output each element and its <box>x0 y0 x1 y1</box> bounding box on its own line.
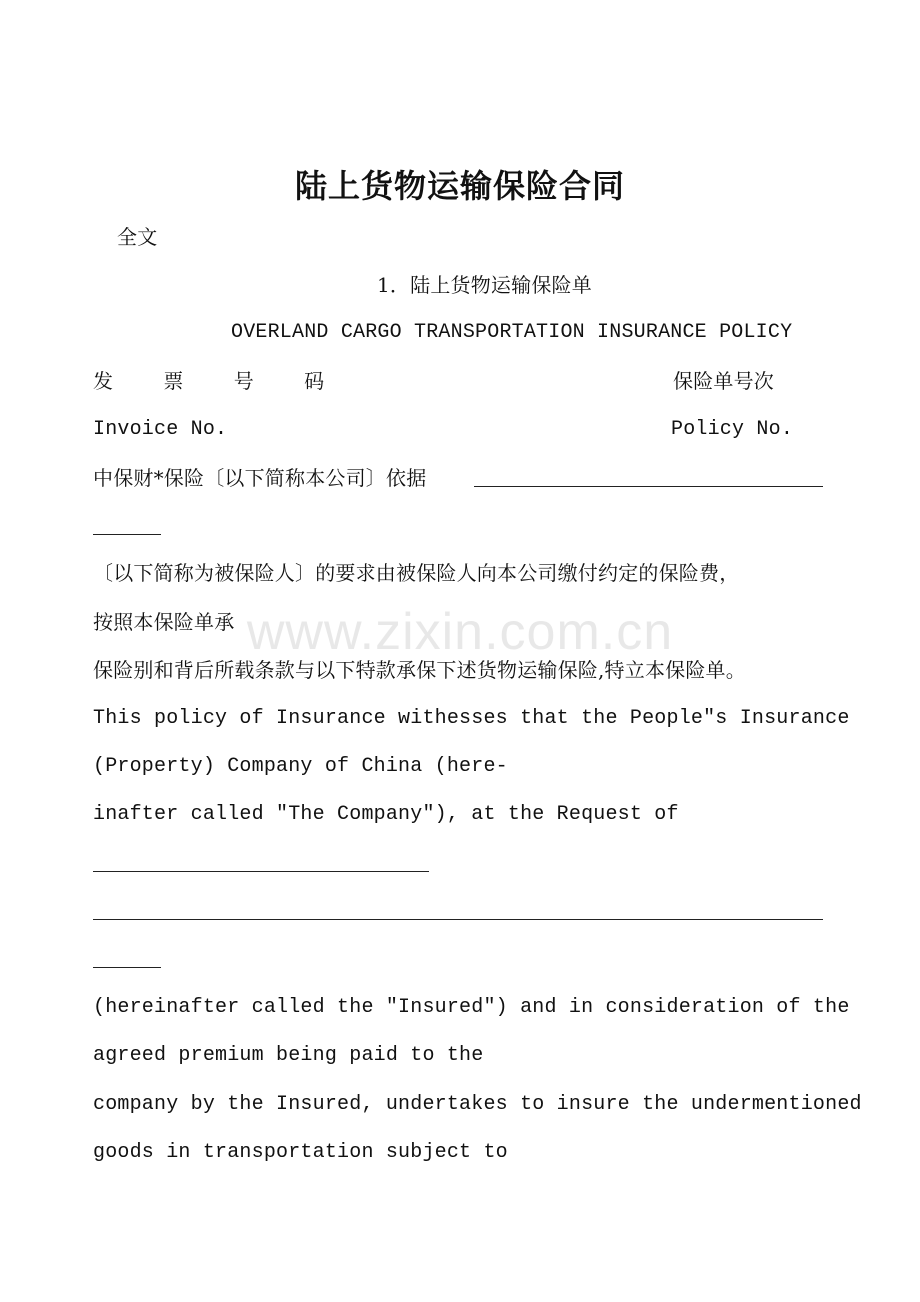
invoice-label-en: Invoice No. <box>93 418 228 441</box>
policy-label-cn: 保险单号次 <box>673 369 774 393</box>
policy-label-en: Policy No. <box>671 418 794 441</box>
para-en-line-3: inafter called "The Company"), at the Request of <box>93 803 679 826</box>
watermark: www.zixin.com.cn <box>246 603 674 661</box>
para-en-line-1: This policy of Insurance withesses that the People"s Insurance <box>93 707 850 730</box>
para-cn-line-4: 保险别和背后所载条款与以下特款承保下述货物运输保险,特立本保险单。 <box>93 658 746 682</box>
blank-line-insurer <box>474 486 823 487</box>
invoice-label-cn: 发 票 号 码 <box>93 369 347 393</box>
section-heading: 1．陆上货物运输保险单 <box>377 273 592 297</box>
para-en-line-4: (hereinafter called the "Insured") and in consideration of the <box>93 996 850 1019</box>
blank-line-request-2 <box>93 919 823 920</box>
blank-line-request-3 <box>93 967 161 968</box>
para-en-line-2: (Property) Company of China (here- <box>93 755 508 778</box>
para-en-line-6: company by the Insured, undertakes to insure the undermentioned <box>93 1093 862 1116</box>
para-en-line-5: agreed premium being paid to the <box>93 1044 484 1067</box>
para-cn-line-1: 中保财*保险〔以下简称本公司〕依据 <box>93 466 427 490</box>
para-cn-line-2: 〔以下简称为被保险人〕的要求由被保险人向本公司缴付约定的保险费， <box>93 561 740 585</box>
para-en-line-7: goods in transportation subject to <box>93 1141 508 1164</box>
blank-line-insurer-cont <box>93 534 161 535</box>
section-heading-en: OVERLAND CARGO TRANSPORTATION INSURANCE POLICY <box>231 321 793 344</box>
blank-line-request-1 <box>93 871 429 872</box>
document-title: 陆上货物运输保险合同 <box>294 167 625 205</box>
para-cn-line-3: 按照本保险单承 <box>93 610 235 634</box>
subtitle: 全文 <box>117 225 158 249</box>
